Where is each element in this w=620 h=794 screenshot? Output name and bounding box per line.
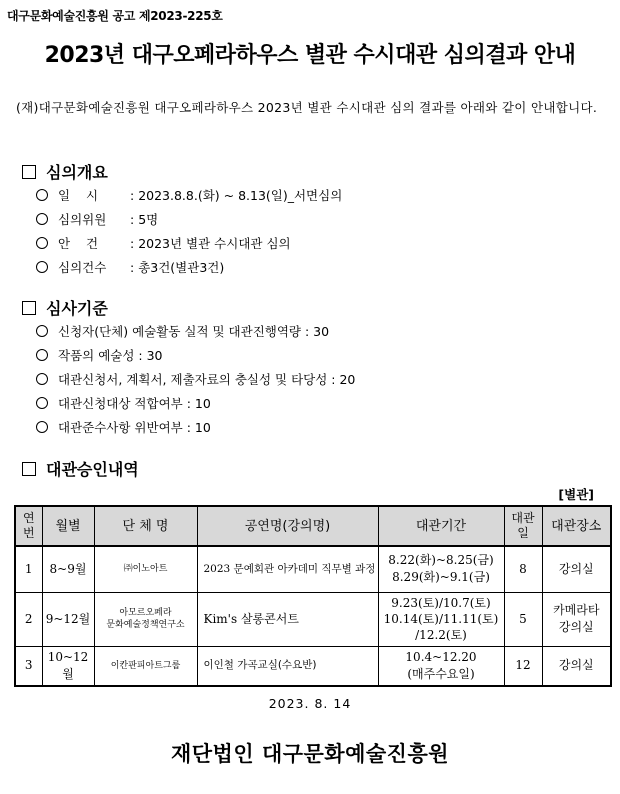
row-days: 5 [504, 592, 542, 646]
criteria-text: 대관신청서, 계획서, 제출자료의 충실성 및 타당성 : 20 [58, 372, 356, 387]
overview-item: 일 시 : 2023.8.8.(화) ~ 8.13(일)_서면심의 [36, 184, 342, 208]
intro-paragraph: (재)대구문화예술진흥원 대구오페라하우스 2023년 별관 수시대관 심의 결과를 아래와 같이 안내합니다. [16, 100, 598, 115]
table-row [15, 546, 611, 592]
table-header-row [15, 506, 611, 546]
row-no: 2 [15, 592, 42, 646]
criteria-item [36, 344, 355, 368]
circle-bullet-icon [36, 325, 48, 337]
page-title: 2023년 대구오페라하우스 별관 수시대관 심의결과 안내 [44, 43, 576, 68]
organization-name: 재단법인 대구문화예술진흥원 [170, 742, 450, 766]
row-period: 10.4~12.20 (매주수요일) [378, 646, 504, 686]
column-header: 단 체 명 [94, 506, 197, 546]
section-label: 심사기준 [46, 299, 108, 318]
square-bullet-icon [22, 301, 36, 315]
row-no: 3 [15, 646, 42, 686]
square-bullet-icon [22, 462, 36, 476]
section-overview-heading [22, 160, 108, 183]
notice-date: 2023. 8. 14 [268, 696, 352, 711]
section-approvals-heading [22, 457, 139, 480]
row-month: 9~12월 [42, 592, 94, 646]
overview-value: 2023년 별관 수시대관 심의 [138, 236, 291, 251]
circle-bullet-icon [36, 237, 48, 249]
row-title: Kim's 살롱콘서트 [197, 592, 378, 646]
column-header: 대관기간 [378, 506, 504, 546]
row-title: 2023 문예회관 아카데미 직무별 과정 [197, 546, 378, 592]
row-days: 8 [504, 546, 542, 592]
approvals-table [14, 505, 612, 687]
venue-tag: [별관] [558, 487, 594, 502]
section-label: 대관승인내역 [46, 460, 139, 479]
overview-item: 심의건수 : 총3건(별관3건) [36, 256, 342, 280]
circle-bullet-icon [36, 349, 48, 361]
criteria-text: 신청자(단체) 예술활동 실적 및 대관진행역량 : 30 [58, 324, 330, 339]
column-header: 대관 일 [504, 506, 542, 546]
overview-label: 심의건수 [58, 260, 107, 275]
table-row [15, 646, 611, 686]
criteria-item [36, 416, 355, 440]
circle-bullet-icon [36, 373, 48, 385]
overview-value: 2023.8.8.(화) ~ 8.13(일)_서면심의 [138, 188, 343, 203]
row-group: 이칸판피아트그룹 [94, 646, 197, 686]
criteria-text: 대관준수사항 위반여부 : 10 [58, 420, 211, 435]
section-criteria-heading [22, 296, 108, 319]
criteria-item [36, 392, 355, 416]
overview-item: 안 건 : 2023년 별관 수시대관 심의 [36, 232, 342, 256]
overview-value: 5명 [138, 212, 159, 227]
circle-bullet-icon [36, 421, 48, 433]
row-period: 8.22(화)~8.25(금) 8.29(화)~9.1(금) [378, 546, 504, 592]
circle-bullet-icon [36, 397, 48, 409]
overview-label: 안 건 [58, 236, 99, 251]
row-month: 10~12월 [42, 646, 94, 686]
overview-list [36, 184, 342, 280]
row-title: 이인철 가곡교실(수요반) [197, 646, 378, 686]
criteria-text: 작품의 예술성 : 30 [58, 348, 163, 363]
circle-bullet-icon [36, 213, 48, 225]
circle-bullet-icon [36, 261, 48, 273]
row-group: ㈜이노아트 [94, 546, 197, 592]
row-no: 1 [15, 546, 42, 592]
section-label: 심의개요 [46, 163, 108, 182]
criteria-text: 대관신청대상 적합여부 : 10 [58, 396, 211, 411]
row-place: 강의실 [542, 646, 611, 686]
table-row [15, 592, 611, 646]
overview-item: 심의위원 : 5명 [36, 208, 342, 232]
row-days: 12 [504, 646, 542, 686]
overview-label: 심의위원 [58, 212, 107, 227]
criteria-item [36, 320, 355, 344]
column-header: 연 번 [15, 506, 42, 546]
square-bullet-icon [22, 165, 36, 179]
row-place: 강의실 [542, 546, 611, 592]
criteria-item [36, 368, 355, 392]
criteria-list [36, 320, 355, 440]
row-period: 9.23(토)/10.7(토) 10.14(토)/11.11(토) /12.2(토) [378, 592, 504, 646]
overview-value: 총3건(별관3건) [138, 260, 225, 275]
row-group: 아모르오페라 문화예술정책연구소 [94, 592, 197, 646]
overview-label: 일 시 [58, 188, 99, 203]
column-header: 월별 [42, 506, 94, 546]
row-month: 8~9월 [42, 546, 94, 592]
notice-number: 대구문화예술진흥원 공고 제2023-225호 [7, 9, 223, 23]
row-place: 카메라타 강의실 [542, 592, 611, 646]
circle-bullet-icon [36, 189, 48, 201]
column-header: 공연명(강의명) [197, 506, 378, 546]
column-header: 대관장소 [542, 506, 611, 546]
